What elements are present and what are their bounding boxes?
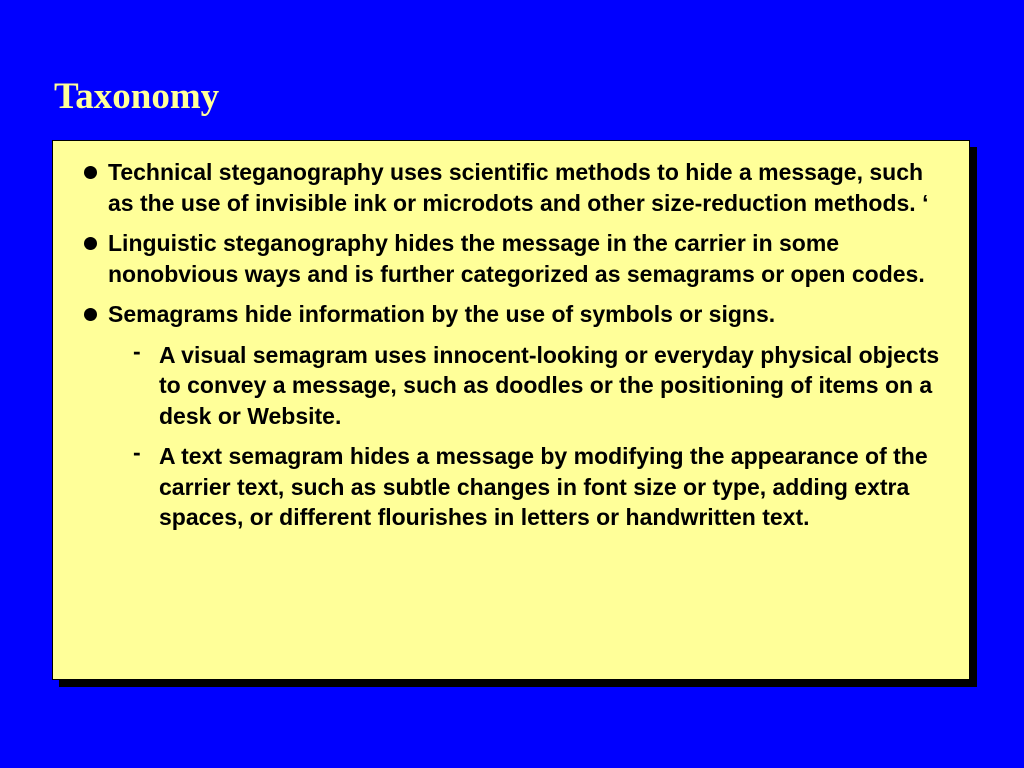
bullet-text: Technical steganography uses scientific methods to hide a message, such as the use of invisible ink or microdots and other size-reduction methods. ‘ [108, 159, 929, 216]
dash-marker: - [133, 439, 141, 465]
sub-bullet-text-semagram [53, 441, 969, 533]
sub-bullet-visual-semagram [53, 337, 969, 432]
bullet-item-semagrams [53, 299, 969, 330]
sub-bullet-text: A text semagram hides a message by modifying the appearance of the carrier text, such as subtle changes in font size or type, adding extra spaces, or different flourishes in letters or handwritten text. [159, 443, 928, 530]
bullet-item-linguistic-steganography [53, 228, 969, 289]
bullet-list [53, 157, 969, 543]
bullet-dot-icon [84, 237, 97, 250]
slide-title: Taxonomy [54, 76, 220, 117]
bullet-dot-icon [84, 308, 97, 321]
sub-bullet-text: A visual semagram uses innocent-looking or everyday physical objects to convey a message, such as doodles or the positioning of items on a desk or Website. [159, 341, 940, 429]
bullet-text: Semagrams hide information by the use of symbols or signs. [108, 301, 776, 327]
bullet-item-technical-steganography [53, 157, 969, 218]
dash-marker: - [133, 337, 141, 364]
content-panel [52, 140, 970, 680]
bullet-dot-icon [84, 166, 97, 179]
bullet-text: Linguistic steganography hides the message in the carrier in some nonobvious ways and is further categorized as semagrams or open codes. [108, 230, 925, 287]
